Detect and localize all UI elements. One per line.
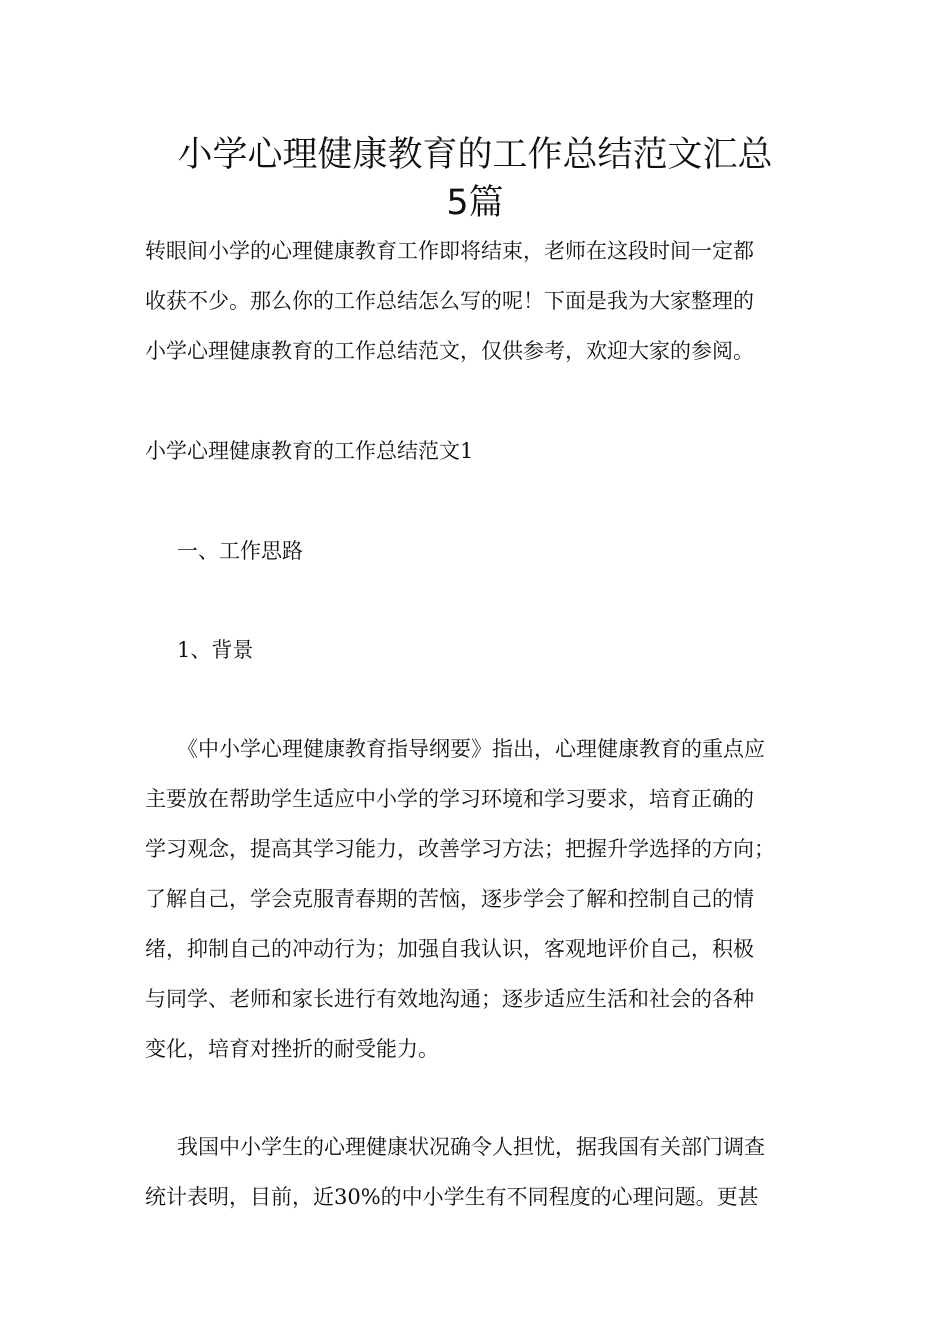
paragraph-line: 变化，培育对挫折的耐受能力。 xyxy=(145,1037,439,1061)
paragraph-line: 了解自己，学会克服青春期的苦恼，逐步学会了解和控制自己的情 xyxy=(145,887,754,911)
document-title-line-1: 小学心理健康教育的工作总结范文汇总 xyxy=(177,135,773,175)
sub-heading: 1、背景 xyxy=(177,638,254,662)
paragraph-line: 我国中小学生的心理健康状况确令人担忧，据我国有关部门调查 xyxy=(177,1135,765,1159)
paragraph-line: 主要放在帮助学生适应中小学的学习环境和学习要求，培育正确的 xyxy=(145,787,754,811)
document-title-line-2: 5篇 xyxy=(446,183,504,223)
section-heading: 小学心理健康教育的工作总结范文1 xyxy=(145,439,474,463)
intro-line: 小学心理健康教育的工作总结范文，仅供参考，欢迎大家的参阅。 xyxy=(145,339,754,363)
intro-line: 收获不少。那么你的工作总结怎么写的呢！下面是我为大家整理的 xyxy=(145,289,754,313)
paragraph-line: 学习观念，提高其学习能力，改善学习方法；把握升学选择的方向； xyxy=(145,837,775,861)
paragraph-line: 《中小学心理健康教育指导纲要》指出，心理健康教育的重点应 xyxy=(177,737,765,761)
paragraph-line: 统计表明，目前，近30%的中小学生有不同程度的心理问题。更甚 xyxy=(145,1185,759,1209)
paragraph-line: 绪，抑制自己的冲动行为；加强自我认识，客观地评价自己，积极 xyxy=(145,937,754,961)
sub-heading: 一、工作思路 xyxy=(177,539,303,563)
intro-line: 转眼间小学的心理健康教育工作即将结束，老师在这段时间一定都 xyxy=(145,239,754,263)
paragraph-line: 与同学、老师和家长进行有效地沟通；逐步适应生活和社会的各种 xyxy=(145,987,754,1011)
